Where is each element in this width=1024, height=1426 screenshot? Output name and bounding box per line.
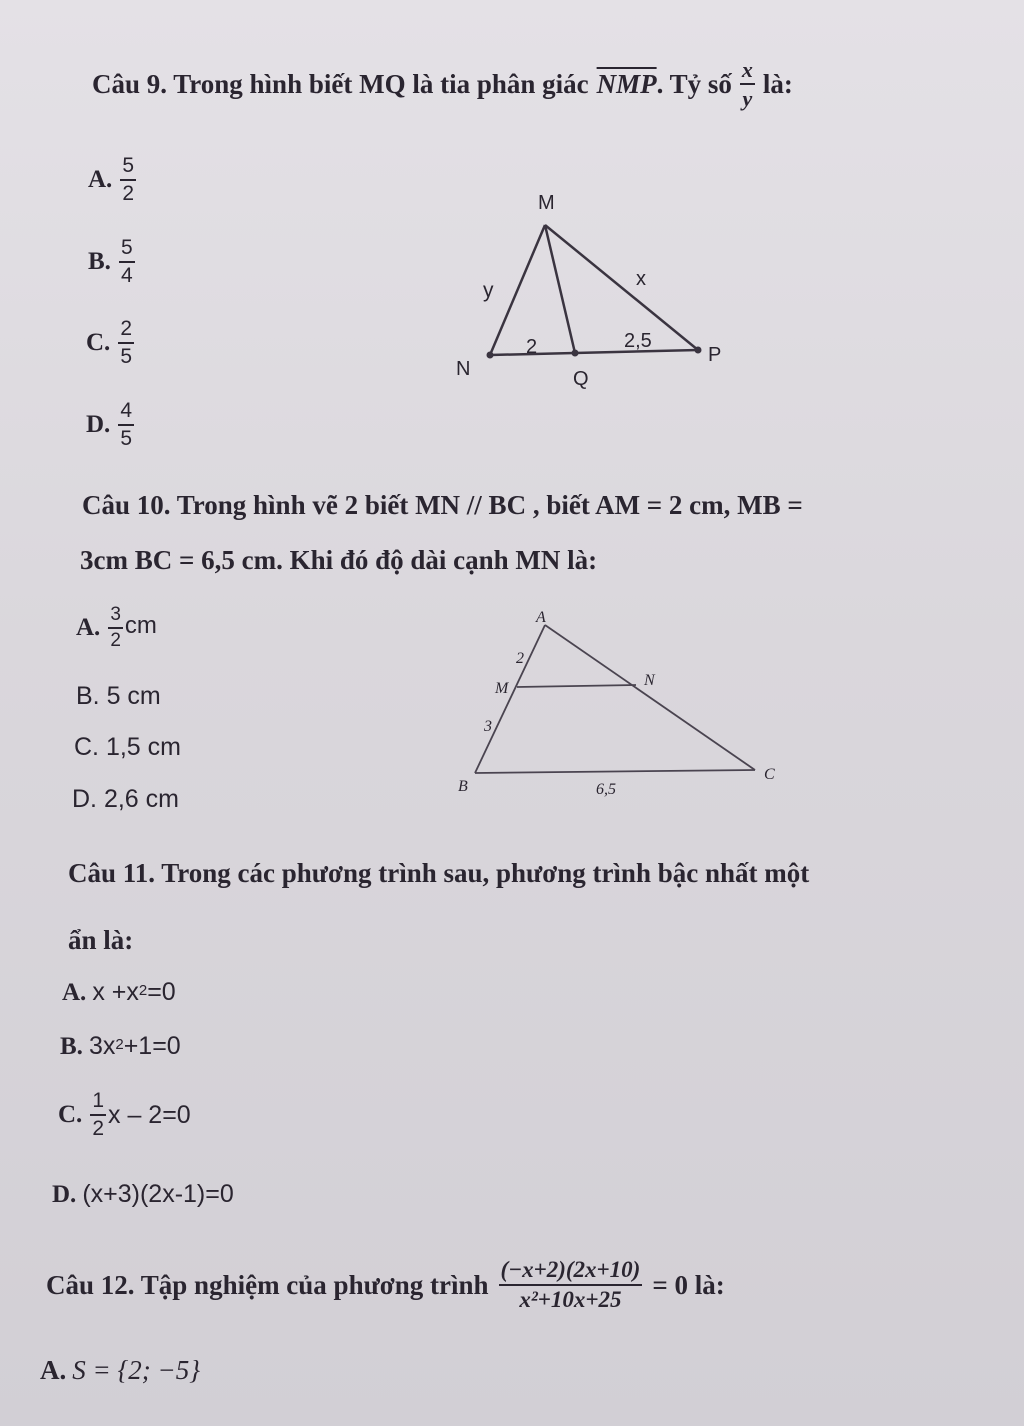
q11-option-b-letter: B. <box>60 1032 83 1060</box>
q9-option-d-num: 4 <box>118 400 134 426</box>
q9-option-a[interactable] <box>88 155 138 205</box>
q9-option-d[interactable] <box>86 400 136 450</box>
q9-ratio-num: x <box>740 58 755 85</box>
q10-option-a-den: 2 <box>110 629 121 651</box>
q9-option-c-letter: C. <box>86 329 111 357</box>
q11-option-d[interactable] <box>52 1180 234 1209</box>
q11-option-d-letter: D. <box>52 1180 77 1208</box>
point-p <box>695 347 702 354</box>
q11-option-c-den: 2 <box>92 1117 104 1141</box>
q9-angle: $\overline{NMP}$ <box>596 68 657 99</box>
q9-option-b-den: 4 <box>120 264 133 288</box>
q9-title-text: Câu 9. Trong hình biết MQ là tia phân giác <box>92 68 589 99</box>
q9-title-after: là: <box>762 68 793 99</box>
q9-option-c-den: 5 <box>120 345 132 369</box>
q10-option-b[interactable]: B. 5 cm <box>76 682 161 710</box>
q9-option-b-frac <box>119 237 135 287</box>
q10-option-a-frac <box>108 605 123 651</box>
label-a: A <box>536 609 546 626</box>
label-c: C <box>764 766 775 783</box>
label-m: M <box>538 192 555 214</box>
label-x: x <box>636 268 646 290</box>
q11-option-a-post: =0 <box>147 978 176 1006</box>
q11-option-c-letter: C. <box>58 1101 83 1129</box>
label-bc: 6,5 <box>596 781 616 798</box>
q9-title <box>92 58 793 110</box>
q12-fraction-num: (−x+2)(2x+10) <box>499 1258 643 1286</box>
q10-title-line2: 3cm BC = 6,5 cm. Khi đó độ dài cạnh MN là: <box>80 545 598 575</box>
point-q <box>572 350 579 357</box>
q9-title-mid: . Tỷ số <box>656 68 732 99</box>
q11-option-c[interactable] <box>58 1090 191 1140</box>
q11-option-b[interactable] <box>60 1032 181 1061</box>
q11-option-a-pre: x +x <box>92 978 139 1006</box>
q11-title-line2: ẩn là: <box>68 925 134 955</box>
label-m2: M <box>495 680 509 697</box>
q9-option-c[interactable] <box>86 318 136 368</box>
label-p: P <box>708 344 722 366</box>
q11-option-a[interactable] <box>62 978 176 1007</box>
label-nq: 2 <box>526 336 538 358</box>
q10-title-line1: Câu 10. Trong hình vẽ 2 biết MN // BC , biết AM = 2 cm, MB = <box>82 490 803 520</box>
q9-option-d-den: 5 <box>120 427 132 451</box>
q11-option-d-text: (x+3)(2x-1)=0 <box>82 1180 234 1208</box>
q9-option-b-letter: B. <box>88 248 111 276</box>
q12-title-text: Câu 12. Tập nghiệm của phương trình <box>46 1269 489 1300</box>
label-qp: 2,5 <box>624 330 652 352</box>
q12-option-a-letter: A. <box>40 1355 67 1385</box>
label-am: 2 <box>516 650 524 667</box>
label-y: y <box>483 279 494 302</box>
q10-option-d[interactable]: D. 2,6 cm <box>72 785 179 813</box>
q10-option-a-unit: cm <box>124 611 157 639</box>
q9-option-d-frac <box>118 400 134 450</box>
q10-option-a-letter: A. <box>76 613 101 641</box>
q9-option-a-den: 2 <box>122 182 134 206</box>
q10-option-a-num: 3 <box>108 605 123 629</box>
q9-option-a-frac <box>120 155 136 205</box>
q10-option-a[interactable] <box>76 605 157 651</box>
q9-option-b[interactable] <box>88 237 137 287</box>
q11-title-line1: Câu 11. Trong các phương trình sau, phương trình bậc nhất một <box>68 858 810 888</box>
q9-option-a-letter: A. <box>88 166 113 194</box>
q9-option-c-frac <box>118 318 134 368</box>
q12-title <box>46 1258 725 1312</box>
point-n <box>487 352 494 359</box>
q9-ratio-den: y <box>742 86 753 112</box>
q11-option-a-letter: A. <box>62 978 87 1006</box>
q11-option-b-pre: 3x <box>88 1032 116 1060</box>
q11-option-c-num: 1 <box>90 1090 106 1116</box>
q12-option-a-text: S = {2; −5} <box>72 1355 201 1385</box>
label-q: Q <box>573 368 589 390</box>
label-mb: 3 <box>484 718 492 735</box>
q9-option-d-letter: D. <box>86 411 111 439</box>
q9-ratio <box>740 58 755 110</box>
label-b: B <box>458 778 468 795</box>
label-n: N <box>456 358 471 380</box>
q10-triangle-figure <box>450 605 790 805</box>
q12-fraction <box>499 1258 643 1312</box>
q11-option-b-sup: 2 <box>115 1036 124 1053</box>
q11-option-c-frac <box>90 1090 106 1140</box>
q11-option-c-post: x – 2=0 <box>108 1100 191 1129</box>
q10-option-c[interactable]: C. 1,5 cm <box>74 733 181 761</box>
q11-option-a-sup: 2 <box>138 982 148 999</box>
q9-option-b-num: 5 <box>119 237 135 263</box>
q11-option-b-post: +1=0 <box>123 1032 181 1060</box>
label-n2: N <box>644 672 655 689</box>
q9-option-a-num: 5 <box>120 155 136 181</box>
q12-option-a[interactable] <box>40 1355 200 1386</box>
q9-triangle-figure <box>440 185 740 395</box>
q12-title-after: = 0 là: <box>652 1269 725 1300</box>
q9-option-c-num: 2 <box>118 318 134 344</box>
q12-fraction-den: x²+10x+25 <box>519 1287 622 1313</box>
